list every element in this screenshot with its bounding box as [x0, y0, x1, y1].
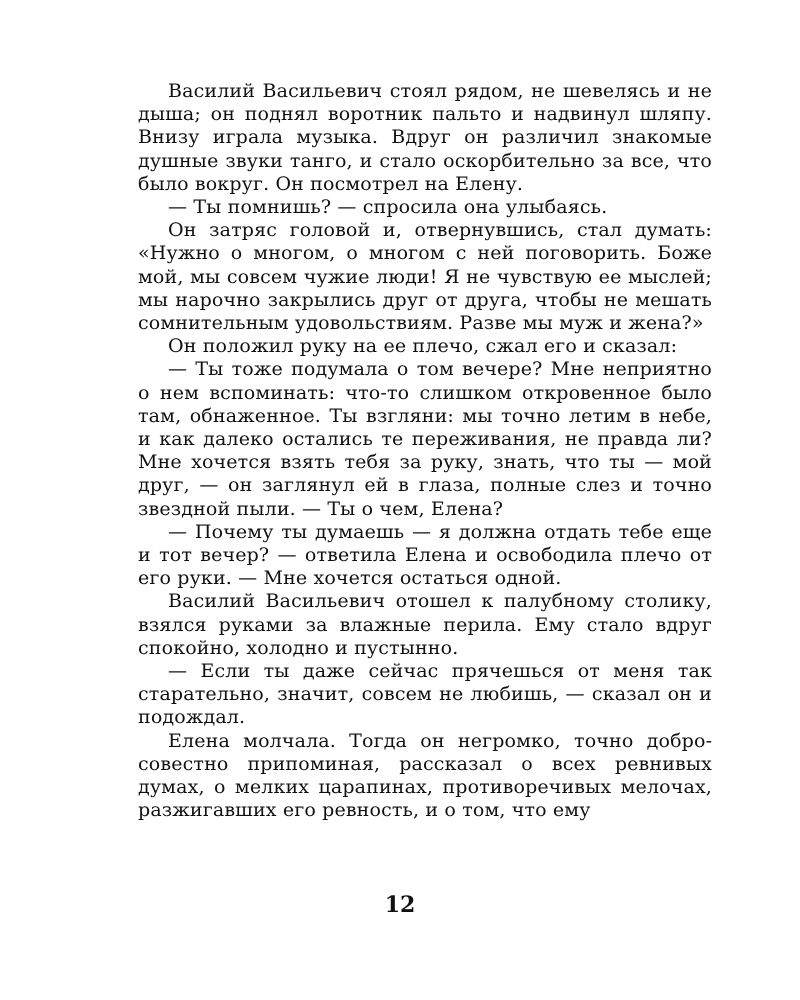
paragraph: Василий Васильевич отошел к палубному столику, взялся руками за влажные перила. Ему стало вдруг спокойно, холодно и пустынно. — [138, 590, 712, 659]
body-text — [138, 80, 712, 823]
page-number: 12 — [384, 892, 416, 918]
paragraph: — Почему ты думаешь — я должна отдать тебе еще и тот вечер? — ответила Елена и освободила плечо от его руки. — Мне хочется остаться одной. — [138, 520, 712, 590]
paragraph: Он затряс головой и, отвернувшись, стал думать: «Нужно о многом, о многом с ней поговорить. Боже мой, мы совсем чужие люди! Я не чувствую ее мыслей; мы нарочно закрылись друг от друга, чтобы не мешать сомнительным удовольствиям. Разве мы муж и жена?» — [138, 219, 712, 335]
paragraph: — Ты тоже подумала о том вечере? Мне неприятно о нем вспоминать: что-то слишком откровенное было там, обнаженное. Ты взгляни: мы точно летим в небе, и как далеко остались те переживания, не правда ли? Мне хочется взять тебя за руку, знать, что ты — мой друг, — он заглянул ей в глаза, полные слез и точно звездной пыли. — Ты о чем, Елена? — [138, 358, 712, 520]
paragraph: Елена молчала. Тогда он негромко, точно добросовестно припоминая, рассказал о всех ревнивых думах, о мелких царапинах, противоречивых мелочах, разжигавших его ревность, и о том, что ему — [138, 729, 712, 822]
paragraph: — Если ты даже сейчас прячешься от меня так старательно, значит, совсем не любишь, — сказал он и подождал. — [138, 660, 712, 729]
paragraph: Василий Васильевич стоял рядом, не шевелясь и не дыша; он поднял воротник пальто и надвинул шляпу. Внизу играла музыка. Вдруг он различил знакомые душные звуки танго, и стало оскорбительно за все, что было вокруг. Он посмотрел на Елену. — [138, 80, 712, 195]
paragraph: — Ты помнишь? — спросила она улыбаясь. — [168, 196, 608, 219]
paragraph: Он положил руку на ее плечо, сжал его и сказал: — [168, 335, 678, 358]
